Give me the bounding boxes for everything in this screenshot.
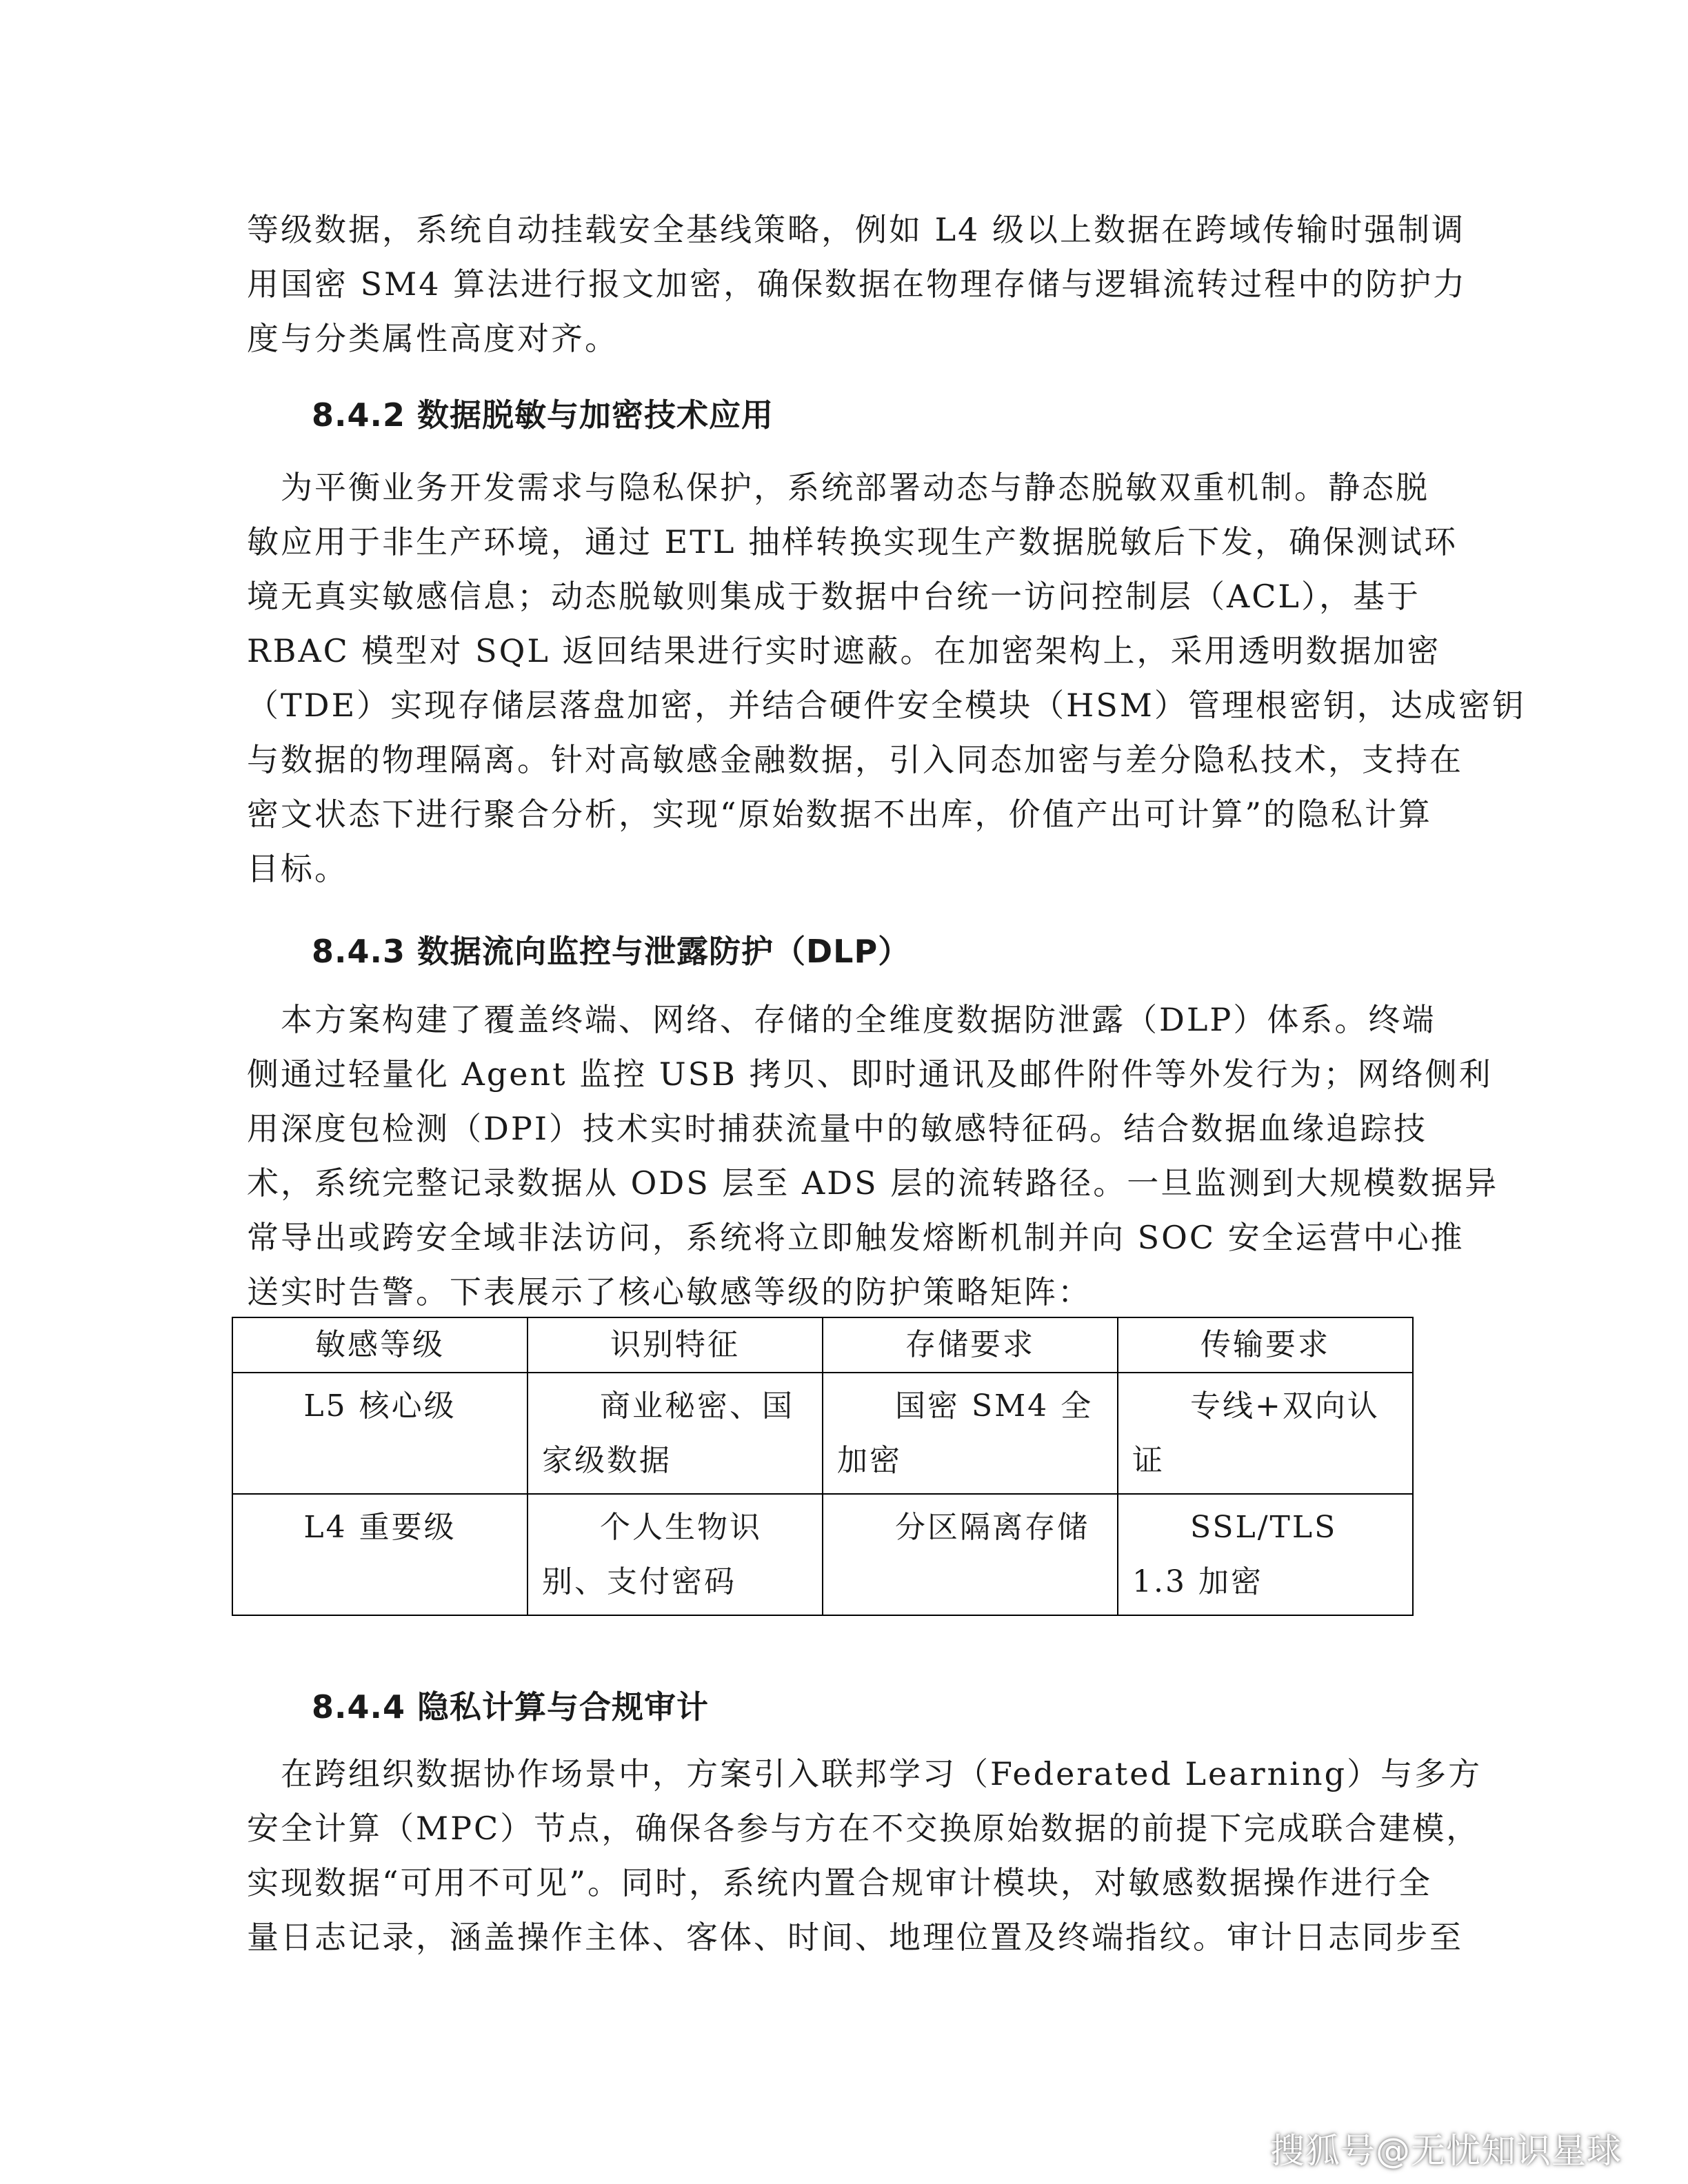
header-sensitivity-level: 敏感等级 (232, 1317, 528, 1373)
section-heading-8-4-3: 8.4.3 数据流向监控与泄露防护（DLP） (312, 933, 911, 970)
text-line: 目标。 (247, 850, 348, 887)
text-line: 用国密 SM4 算法进行报文加密，确保数据在物理存储与逻辑流转过程中的防护力 (247, 265, 1467, 303)
text-line: 为平衡业务开发需求与隐私保护，系统部署动态与静态脱敏双重机制。静态脱 (247, 469, 1429, 506)
text-line: 送实时告警。下表展示了核心敏感等级的防护策略矩阵： (247, 1273, 1092, 1311)
text-line: 常导出或跨安全域非法访问，系统将立即触发熔断机制并向 SOC 安全运营中心推 (247, 1219, 1465, 1256)
section-8-4-4-paragraph (247, 1747, 1483, 1965)
text-line: 密文状态下进行聚合分析，实现“原始数据不出库，价值产出可计算”的隐私计算 (247, 796, 1433, 833)
table-cell: L4 重要级 (232, 1494, 528, 1615)
table-cell: 商业秘密、国家级数据 (528, 1373, 823, 1494)
section-8-4-3-paragraph (247, 993, 1499, 1320)
table-cell: 国密 SM4 全加密 (823, 1373, 1118, 1494)
intro-paragraph (247, 203, 1467, 366)
table-row (232, 1494, 1413, 1615)
text-line: 敏应用于非生产环境，通过 ETL 抽样转换实现生产数据脱敏后下发，确保测试环 (247, 523, 1458, 560)
text-line: 度与分类属性高度对齐。 (247, 320, 619, 357)
table-cell: 分区隔离存储 (823, 1494, 1118, 1615)
section-8-4-2-paragraph (247, 461, 1526, 896)
text-line: RBAC 模型对 SQL 返回结果进行实时遮蔽。在加密架构上，采用透明数据加密 (247, 632, 1441, 669)
table-cell: SSL/TLS 1.3 加密 (1118, 1494, 1413, 1615)
text-line: 在跨组织数据协作场景中，方案引入联邦学习（Federated Learning）与多方 (247, 1755, 1483, 1792)
protection-policy-table (232, 1317, 1414, 1616)
table-header-row (232, 1317, 1413, 1373)
header-identification-features: 识别特征 (528, 1317, 823, 1373)
text-line: 侧通过轻量化 Agent 监控 USB 拷贝、即时通讯及邮件附件等外发行为；网络侧利 (247, 1055, 1493, 1093)
text-line: 等级数据，系统自动挂载安全基线策略，例如 L4 级以上数据在跨域传输时强制调 (247, 211, 1466, 248)
text-line: 本方案构建了覆盖终端、网络、存储的全维度数据防泄露（DLP）体系。终端 (247, 1001, 1436, 1038)
header-transmission-requirements: 传输要求 (1118, 1317, 1413, 1373)
table-cell: 专线+双向认证 (1118, 1373, 1413, 1494)
text-line: 与数据的物理隔离。针对高敏感金融数据，引入同态加密与差分隐私技术，支持在 (247, 741, 1463, 778)
text-line: 术，系统完整记录数据从 ODS 层至 ADS 层的流转路径。一旦监测到大规模数据异 (247, 1164, 1499, 1202)
text-line: 境无真实敏感信息；动态脱敏则集成于数据中台统一访问控制层（ACL），基于 (247, 578, 1420, 615)
table-cell: 个人生物识别、支付密码 (528, 1494, 823, 1615)
source-watermark: 搜狐号@无忧知识星球 (1270, 2131, 1622, 2171)
table-row (232, 1373, 1413, 1494)
header-storage-requirements: 存储要求 (823, 1317, 1118, 1373)
text-line: 安全计算（MPC）节点，确保各参与方在不交换原始数据的前提下完成联合建模， (247, 1810, 1480, 1847)
table-cell: L5 核心级 (232, 1373, 528, 1494)
text-line: 用深度包检测（DPI）技术实时捕获流量中的敏感特征码。结合数据血缘追踪技 (247, 1110, 1428, 1147)
text-line: 量日志记录，涵盖操作主体、客体、时间、地理位置及终端指纹。审计日志同步至 (247, 1919, 1463, 1956)
text-line: （TDE）实现存储层落盘加密，并结合硬件安全模块（HSM）管理根密钥，达成密钥 (247, 687, 1526, 724)
section-heading-8-4-2: 8.4.2 数据脱敏与加密技术应用 (312, 396, 774, 434)
section-heading-8-4-4: 8.4.4 隐私计算与合规审计 (312, 1688, 709, 1726)
text-line: 实现数据“可用不可见”。同时，系统内置合规审计模块，对敏感数据操作进行全 (247, 1864, 1433, 1901)
